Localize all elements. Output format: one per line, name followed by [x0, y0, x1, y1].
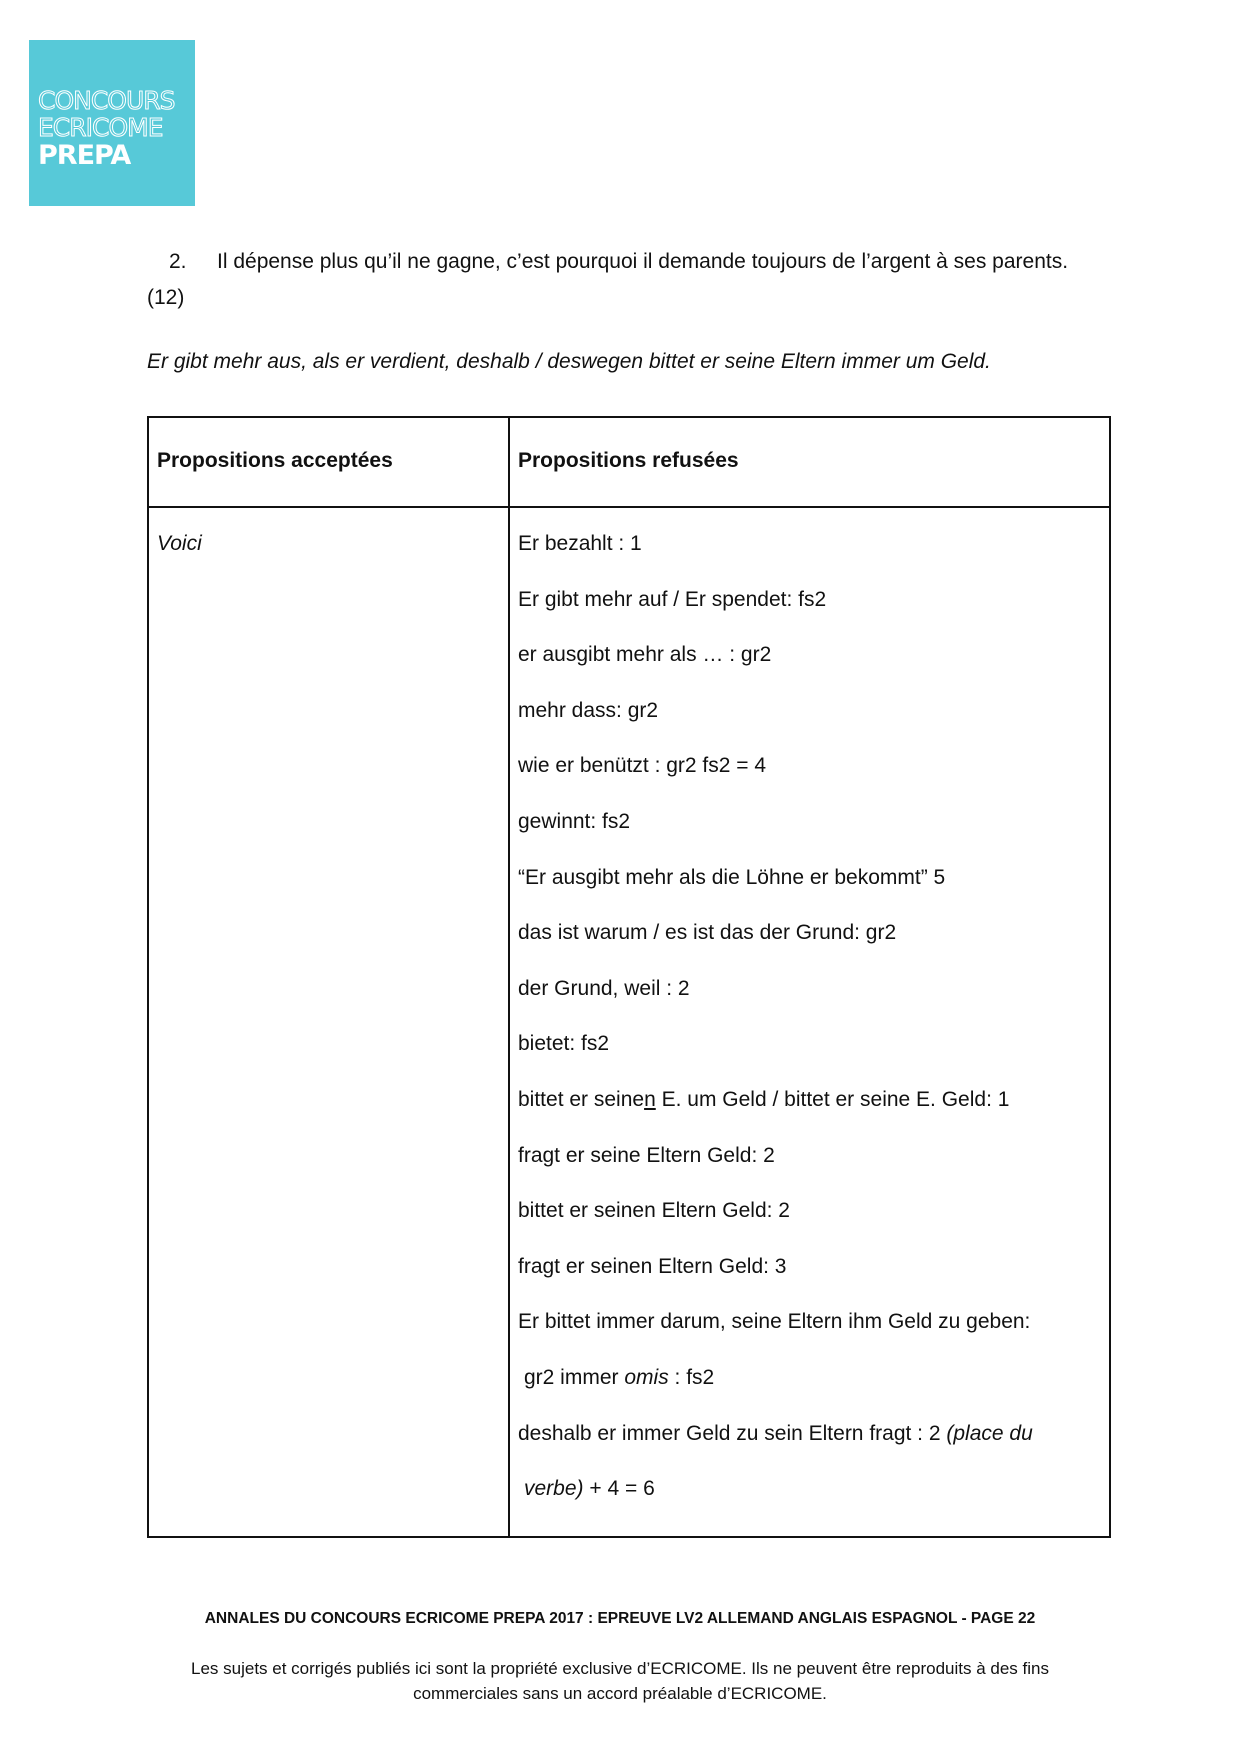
refused-item: wie er benützt : gr2 fs2 = 4 — [518, 754, 767, 778]
refused-item: fragt er seine Eltern Geld: 2 — [518, 1143, 775, 1167]
ecricome-logo — [29, 40, 195, 206]
refused-item: mehr dass: gr2 — [518, 698, 659, 722]
refused-item: er ausgibt mehr als … : gr2 — [518, 643, 772, 667]
refused-item: der Grund, weil : 2 — [518, 976, 690, 1000]
header-accepted: Propositions acceptées — [157, 449, 393, 472]
logo-line-ecricome: ECRICOME — [38, 113, 163, 142]
refused-item: gr2 immer omis : fs2 — [524, 1365, 715, 1389]
question-number: 2. — [169, 250, 187, 273]
question-text: Il dépense plus qu’il ne gagne, c’est pourquoi il demande toujours de l’argent à ses parents. — [217, 250, 1069, 273]
logo-line-prepa: PREPA — [38, 140, 131, 171]
refused-item: verbe) + 4 = 6 — [524, 1477, 655, 1501]
propositions-table — [147, 416, 1111, 1538]
accepted-item: Voici — [157, 532, 202, 555]
header-divider — [149, 506, 1109, 508]
refused-item: bittet er seinen Eltern Geld: 2 — [518, 1199, 790, 1223]
header-refused: Propositions refusées — [518, 449, 739, 472]
footer-title: ANNALES DU CONCOURS ECRICOME PREPA 2017 : EPREUVE LV2 ALLEMAND ANGLAIS ESPAGNOL - PAGE 22 — [204, 1610, 1036, 1627]
refused-item: bietet: fs2 — [518, 1032, 610, 1056]
refused-item: das ist warum / es ist das der Grund: gr2 — [518, 921, 897, 945]
footer-copyright: Les sujets et corrigés publiés ici sont la propriété exclusive d’ECRICOME. Ils ne peuvent être reproduits à des fins commerciales sans un accord préalable d’ECRICOME. — [191, 1659, 1049, 1703]
refused-item: gewinnt: fs2 — [518, 809, 631, 833]
refused-item: Er gibt mehr auf / Er spendet: fs2 — [518, 587, 827, 611]
refused-item: bittet er seinen E. um Geld / bittet er seine E. Geld: 1 — [518, 1087, 1010, 1111]
refused-item: deshalb er immer Geld zu sein Eltern fragt : 2 (place du — [518, 1421, 1033, 1445]
refused-item: Er bittet immer darum, seine Eltern ihm Geld zu geben: — [518, 1310, 1031, 1334]
refused-item: “Er ausgibt mehr als die Löhne er bekommt” 5 — [518, 865, 946, 889]
refused-item: Er bezahlt : 1 — [518, 532, 642, 555]
refused-list — [518, 529, 1103, 1530]
question-points: (12) — [147, 286, 185, 309]
column-divider — [508, 418, 510, 1536]
logo-line-concours: CONCOURS — [38, 86, 175, 115]
model-answer: Er gibt mehr aus, als er verdient, deshalb / deswegen bittet er seine Eltern immer um Geld. — [147, 350, 991, 373]
refused-item: fragt er seinen Eltern Geld: 3 — [518, 1254, 787, 1278]
question — [147, 244, 1147, 316]
